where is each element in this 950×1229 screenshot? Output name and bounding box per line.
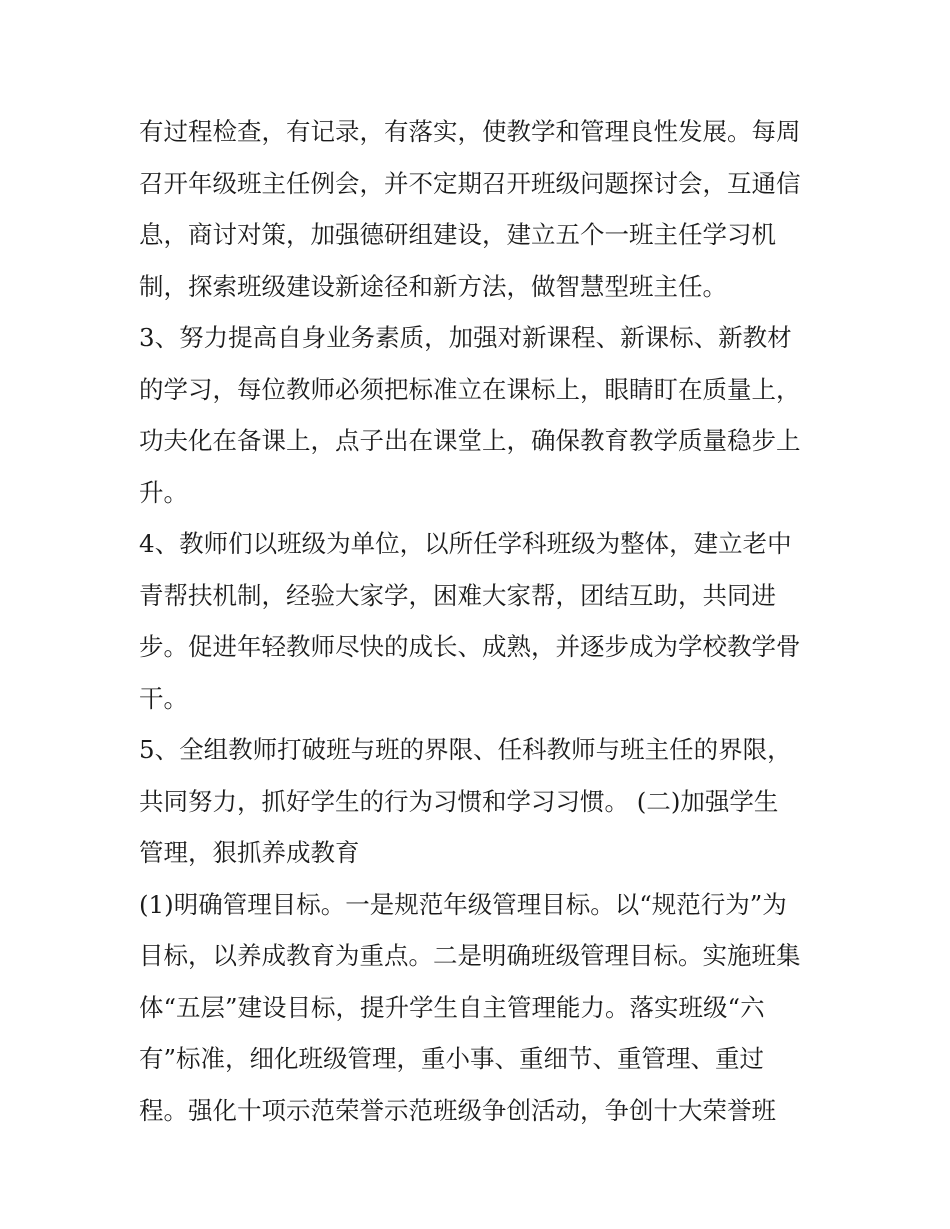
text-line: 5、全组教师打破班与班的界限、任科教师与班主任的界限， [139, 735, 792, 764]
text-line: 有”标准，细化班级管理，重小事、重细节、重管理、重过 [139, 1044, 765, 1073]
text-line: 息，商讨对策，加强德研组建设，建立五个一班主任学习机 [139, 220, 776, 249]
text-line: 管理，狠抓养成教育 [139, 838, 360, 867]
text-line: 干。 [139, 683, 188, 713]
body-text [139, 106, 819, 1136]
text-line: 3、努力提高自身业务素质，加强对新课程、新课标、新教材 [139, 323, 792, 352]
text-line: 召开年级班主任例会，并不定期召开班级问题探讨会，互通信 [139, 168, 801, 198]
text-line: 体“五层”建设目标，提升学生自主管理能力。落实班级“六 [139, 992, 765, 1022]
text-line: 共同努力，抓好学生的行为习惯和学习习惯。 (二)加强学生 [139, 786, 779, 816]
text-line: 程。强化十项示范荣誉示范班级争创活动，争创十大荣誉班 [139, 1095, 776, 1125]
text-line: 升。 [139, 477, 188, 507]
text-line: 的学习，每位教师必须把标准立在课标上，眼睛盯在质量上， [139, 374, 801, 404]
text-line: 功夫化在备课上，点子出在课堂上，确保教育教学质量稳步上 [139, 426, 801, 455]
text-line: 制，探索班级建设新途径和新方法，做智慧型班主任。 [139, 271, 727, 301]
text-line: 步。促进年轻教师尽快的成长、成熟，并逐步成为学校教学骨 [139, 632, 801, 661]
text-line: 4、教师们以班级为单位，以所任学科班级为整体，建立老中 [139, 529, 792, 558]
text-line: 目标，以养成教育为重点。二是明确班级管理目标。实施班集 [139, 941, 801, 970]
text-line: (1)明确管理目标。一是规范年级管理目标。以“规范行为”为 [139, 889, 787, 919]
text-line: 青帮扶机制，经验大家学，困难大家帮，团结互助，共同进 [139, 580, 776, 610]
text-line: 有过程检查，有记录，有落实，使教学和管理良性发展。每周 [139, 117, 801, 146]
